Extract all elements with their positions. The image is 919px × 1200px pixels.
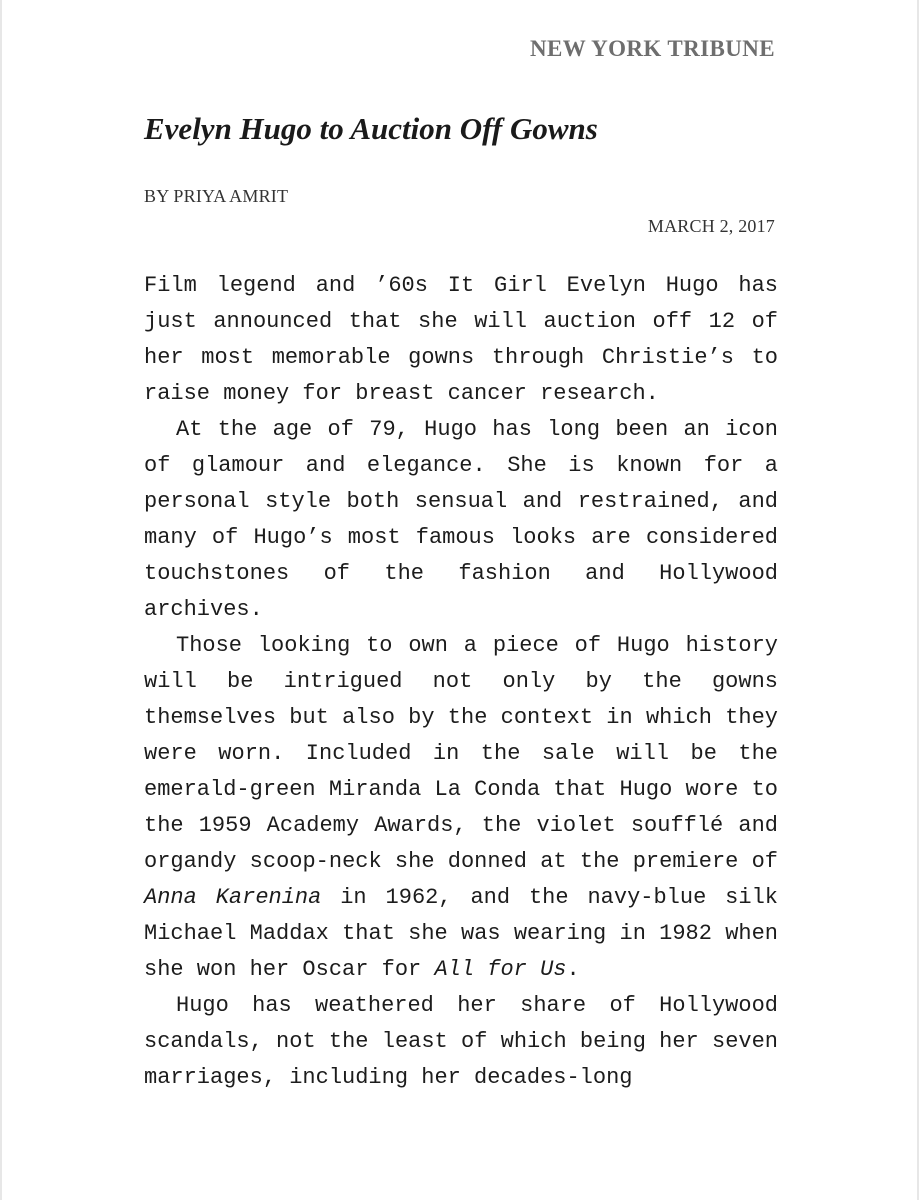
- article-paragraph-4: Hugo has weathered her share of Hollywood scandals, not the least of which being her seven marriages, including her decades-long: [144, 993, 778, 1090]
- article-byline: BY PRIYA AMRIT: [144, 186, 289, 206]
- publication-name: NEW YORK TRIBUNE: [530, 36, 775, 61]
- article-paragraph-1: Film legend and ’60s It Girl Evelyn Hugo has just announced that she will auction off 12 of her most memorable gowns through Christie’s to raise money for breast cancer research.: [144, 273, 778, 406]
- article-date: MARCH 2, 2017: [647, 216, 775, 236]
- article-paragraph-3: [144, 628, 778, 988]
- article-headline: Evelyn Hugo to Auction Off Gowns: [144, 111, 598, 146]
- article-body: [144, 268, 778, 1096]
- paragraph-3-text-1: Those looking to own a piece of Hugo history will be intrigued not only by the gowns themselves but also by the context in which they were worn. Included in the sale will be the emerald-green Miranda La Conda that Hugo wore to the 1959 Academy Awards, the violet soufflé and organdy scoop-neck she donned at the premiere of: [144, 633, 778, 874]
- article-paragraph-2: At the age of 79, Hugo has long been an icon of glamour and elegance. She is known for a personal style both sensual and restrained, and many of Hugo’s most famous looks are considered touchstones of the fashion and Hollywood archives.: [144, 417, 778, 622]
- film-title-all-for-us: All for Us: [434, 957, 567, 982]
- paragraph-3-text-3: .: [566, 957, 580, 982]
- paragraph-3-text-2: in 1962, and the navy-blue silk Michael Maddax that she was wearing in 1982 when she won her Oscar for: [144, 885, 778, 982]
- film-title-anna-karenina: Anna Karenina: [144, 885, 322, 910]
